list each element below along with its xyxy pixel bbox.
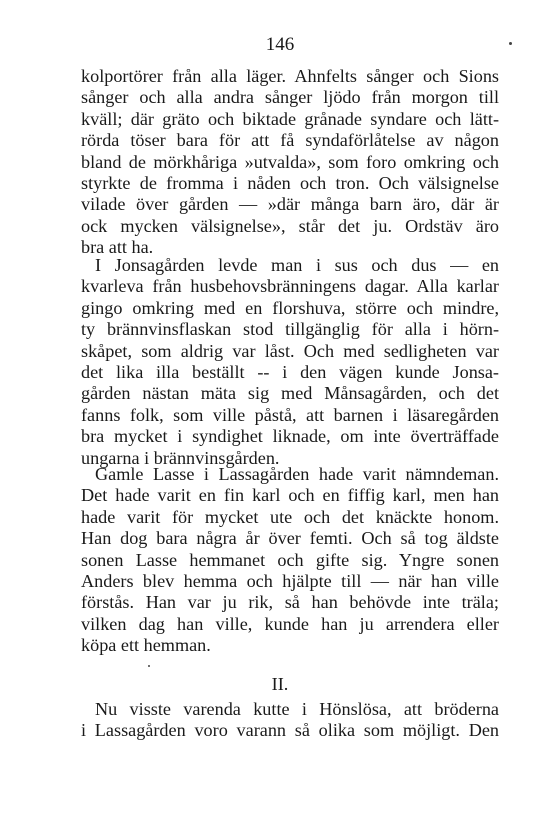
text-line: kvarleva från husbehovsbränningens dagar. Alla karlar <box>81 276 499 297</box>
text-line: gingo omkring med en florshuva, större och mindre, <box>81 297 499 318</box>
text-line: styrkte de fromma i nåden och tron. Och välsignelse <box>81 172 499 193</box>
page-number: 146 <box>265 34 295 55</box>
text-line: Gamle Lasse i Lassagården hade varit nämndeman. <box>95 464 499 484</box>
text-line: det lika illa beställt -- i den vägen kunde Jonsa- <box>81 361 499 382</box>
text-line: Han dog bara några år över femti. Och så tog äldste <box>81 528 499 549</box>
text-line: ungarna i brännvinsgården. <box>81 447 280 468</box>
paragraph-2 <box>81 255 499 469</box>
text-line: Det hade varit en fin karl och en fiffig karl, men han <box>81 485 499 506</box>
text-line: I Jonsagården levde man i sus och dus — en <box>95 255 499 275</box>
text-line: bra mycket i syndighet liknade, om inte överträffade <box>81 426 499 447</box>
text-line: förstås. Han var ju rik, så han behövde inte träla; <box>81 592 499 613</box>
paragraph-1 <box>81 66 499 259</box>
text-line: fanns folk, som ville påstå, att barnen i läsaregården <box>81 404 499 425</box>
text-line: vilade över gården — »där många barn äro, där är <box>81 194 499 215</box>
text-line: sonen Lasse hemmanet och gifte sig. Yngre sonen <box>81 549 499 570</box>
text-line: gården nästan mäta sig med Månsagården, och det <box>81 383 499 404</box>
text-line: i Lassagården voro varann så olika som möjligt. Den <box>81 720 499 741</box>
text-line: köpa ett hemman. <box>81 635 211 656</box>
text-line: ty brännvinsflaskan stod tillgänglig för alla i hörn- <box>81 319 499 340</box>
text-line: skåpet, som aldrig var låst. Och med sedligheten var <box>81 340 499 361</box>
paragraph-3 <box>81 464 499 657</box>
text-line: ock mycken välsignelse», står det ju. Ordstäv äro <box>81 215 499 236</box>
text-line: bra att ha. <box>81 237 154 258</box>
text-line: kväll; där gräto och biktade grånade syndare och lätt- <box>81 108 499 129</box>
text-line: kolportörer från alla läger. Ahnfelts sånger och Sions <box>81 66 499 86</box>
print-speck <box>148 665 150 667</box>
text-line: Anders blev hemma och hjälpte till — när han ville <box>81 570 499 591</box>
paragraph-4 <box>81 699 499 742</box>
text-line: Nu visste varenda kutte i Hönslösa, att bröderna <box>95 699 499 719</box>
print-speck <box>509 42 512 45</box>
text-line: bland de mörkhåriga »utvalda», som foro omkring och <box>81 151 499 172</box>
text-line: vilken dag han ville, kunde han ju arrendera eller <box>81 613 499 634</box>
text-line: hade varit för mycket ute och det knäckte honom. <box>81 506 499 527</box>
text-line: sånger och alla andra sånger ljödo från morgon till <box>81 87 499 108</box>
section-heading: II. <box>271 674 289 694</box>
text-line: rörda töser bara för att få syndaförlåtelse av någon <box>81 130 499 151</box>
